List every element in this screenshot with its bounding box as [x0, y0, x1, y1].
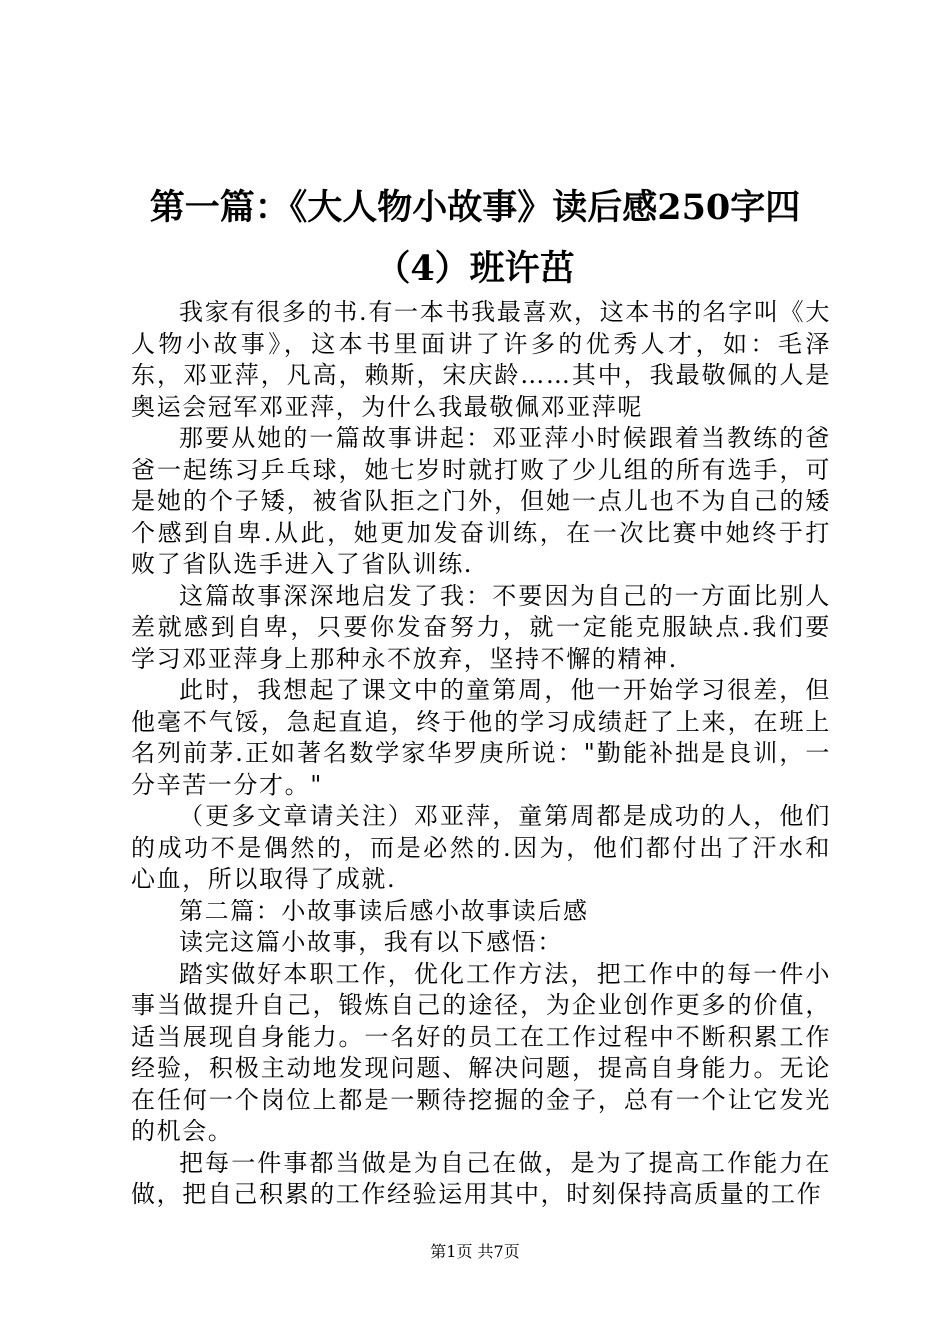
paragraph: 那要从她的一篇故事讲起：邓亚萍小时候跟着当教练的爸爸一起练习乒乓球，她七岁时就打败了少儿组的所有选手，可是她的个子矮，被省队拒之门外，但她一点儿也不为自己的矮个感到自卑.从此，她更加发奋训练，在一次比赛中她终于打败了省队选手进入了省队训练.: [131, 424, 831, 578]
document-title-line-1: 第一篇：《大人物小故事》读后感250字四: [149, 187, 801, 228]
paragraph: 此时，我想起了课文中的童第周，他一开始学习很差，但他毫不气馁，急起直追，终于他的学习成绩赶了上来，在班上名列前茅.正如著名数学家华罗庚所说："勤能补拙是良训，一分辛苦一分才。": [131, 676, 831, 799]
paragraph: （更多文章请关注）邓亚萍，童第周都是成功的人，他们的成功不是偶然的，而是必然的.因为，他们都付出了汗水和心血，所以取得了成就.: [131, 802, 831, 893]
page-footer: 第1页 共7页: [430, 1242, 520, 1261]
document-body: [131, 297, 831, 1211]
paragraph: 踏实做好本职工作，优化工作方法，把工作中的每一件小事当做提升自己，锻炼自己的途径，为企业创作更多的价值，适当展现自身能力。一名好的员工在工作过程中不断积累工作经验，积极主动地发现问题、解决问题，提高自身能力。无论在任何一个岗位上都是一颗待挖掘的金子，总有一个让它发光的机会。: [131, 959, 831, 1145]
paragraph: 读完这篇小故事，我有以下感悟：: [179, 928, 563, 956]
paragraph: 把每一件事都当做是为自己在做，是为了提高工作能力在做，把自己积累的工作经验运用其中，时刻保持高质量的工作: [131, 1148, 831, 1208]
document-title-line-2: （4）班许茁: [375, 248, 575, 289]
paragraph: 这篇故事深深地启发了我：不要因为自己的一方面比别人差就感到自卑，只要你发奋努力，就一定能克服缺点.我们要学习邓亚萍身上那种永不放弃，坚持不懈的精神.: [131, 581, 831, 673]
paragraph: 我家有很多的书.有一本书我最喜欢，这本书的名字叫《大人物小故事》，这本书里面讲了许多的优秀人才，如：毛泽东，邓亚萍，凡高，赖斯，宋庆龄……其中，我最敬佩的人是奥运会冠军邓亚萍，为什么我最敬佩邓亚萍呢: [131, 298, 831, 421]
paragraph: 第二篇：小故事读后感小故事读后感: [179, 896, 589, 925]
